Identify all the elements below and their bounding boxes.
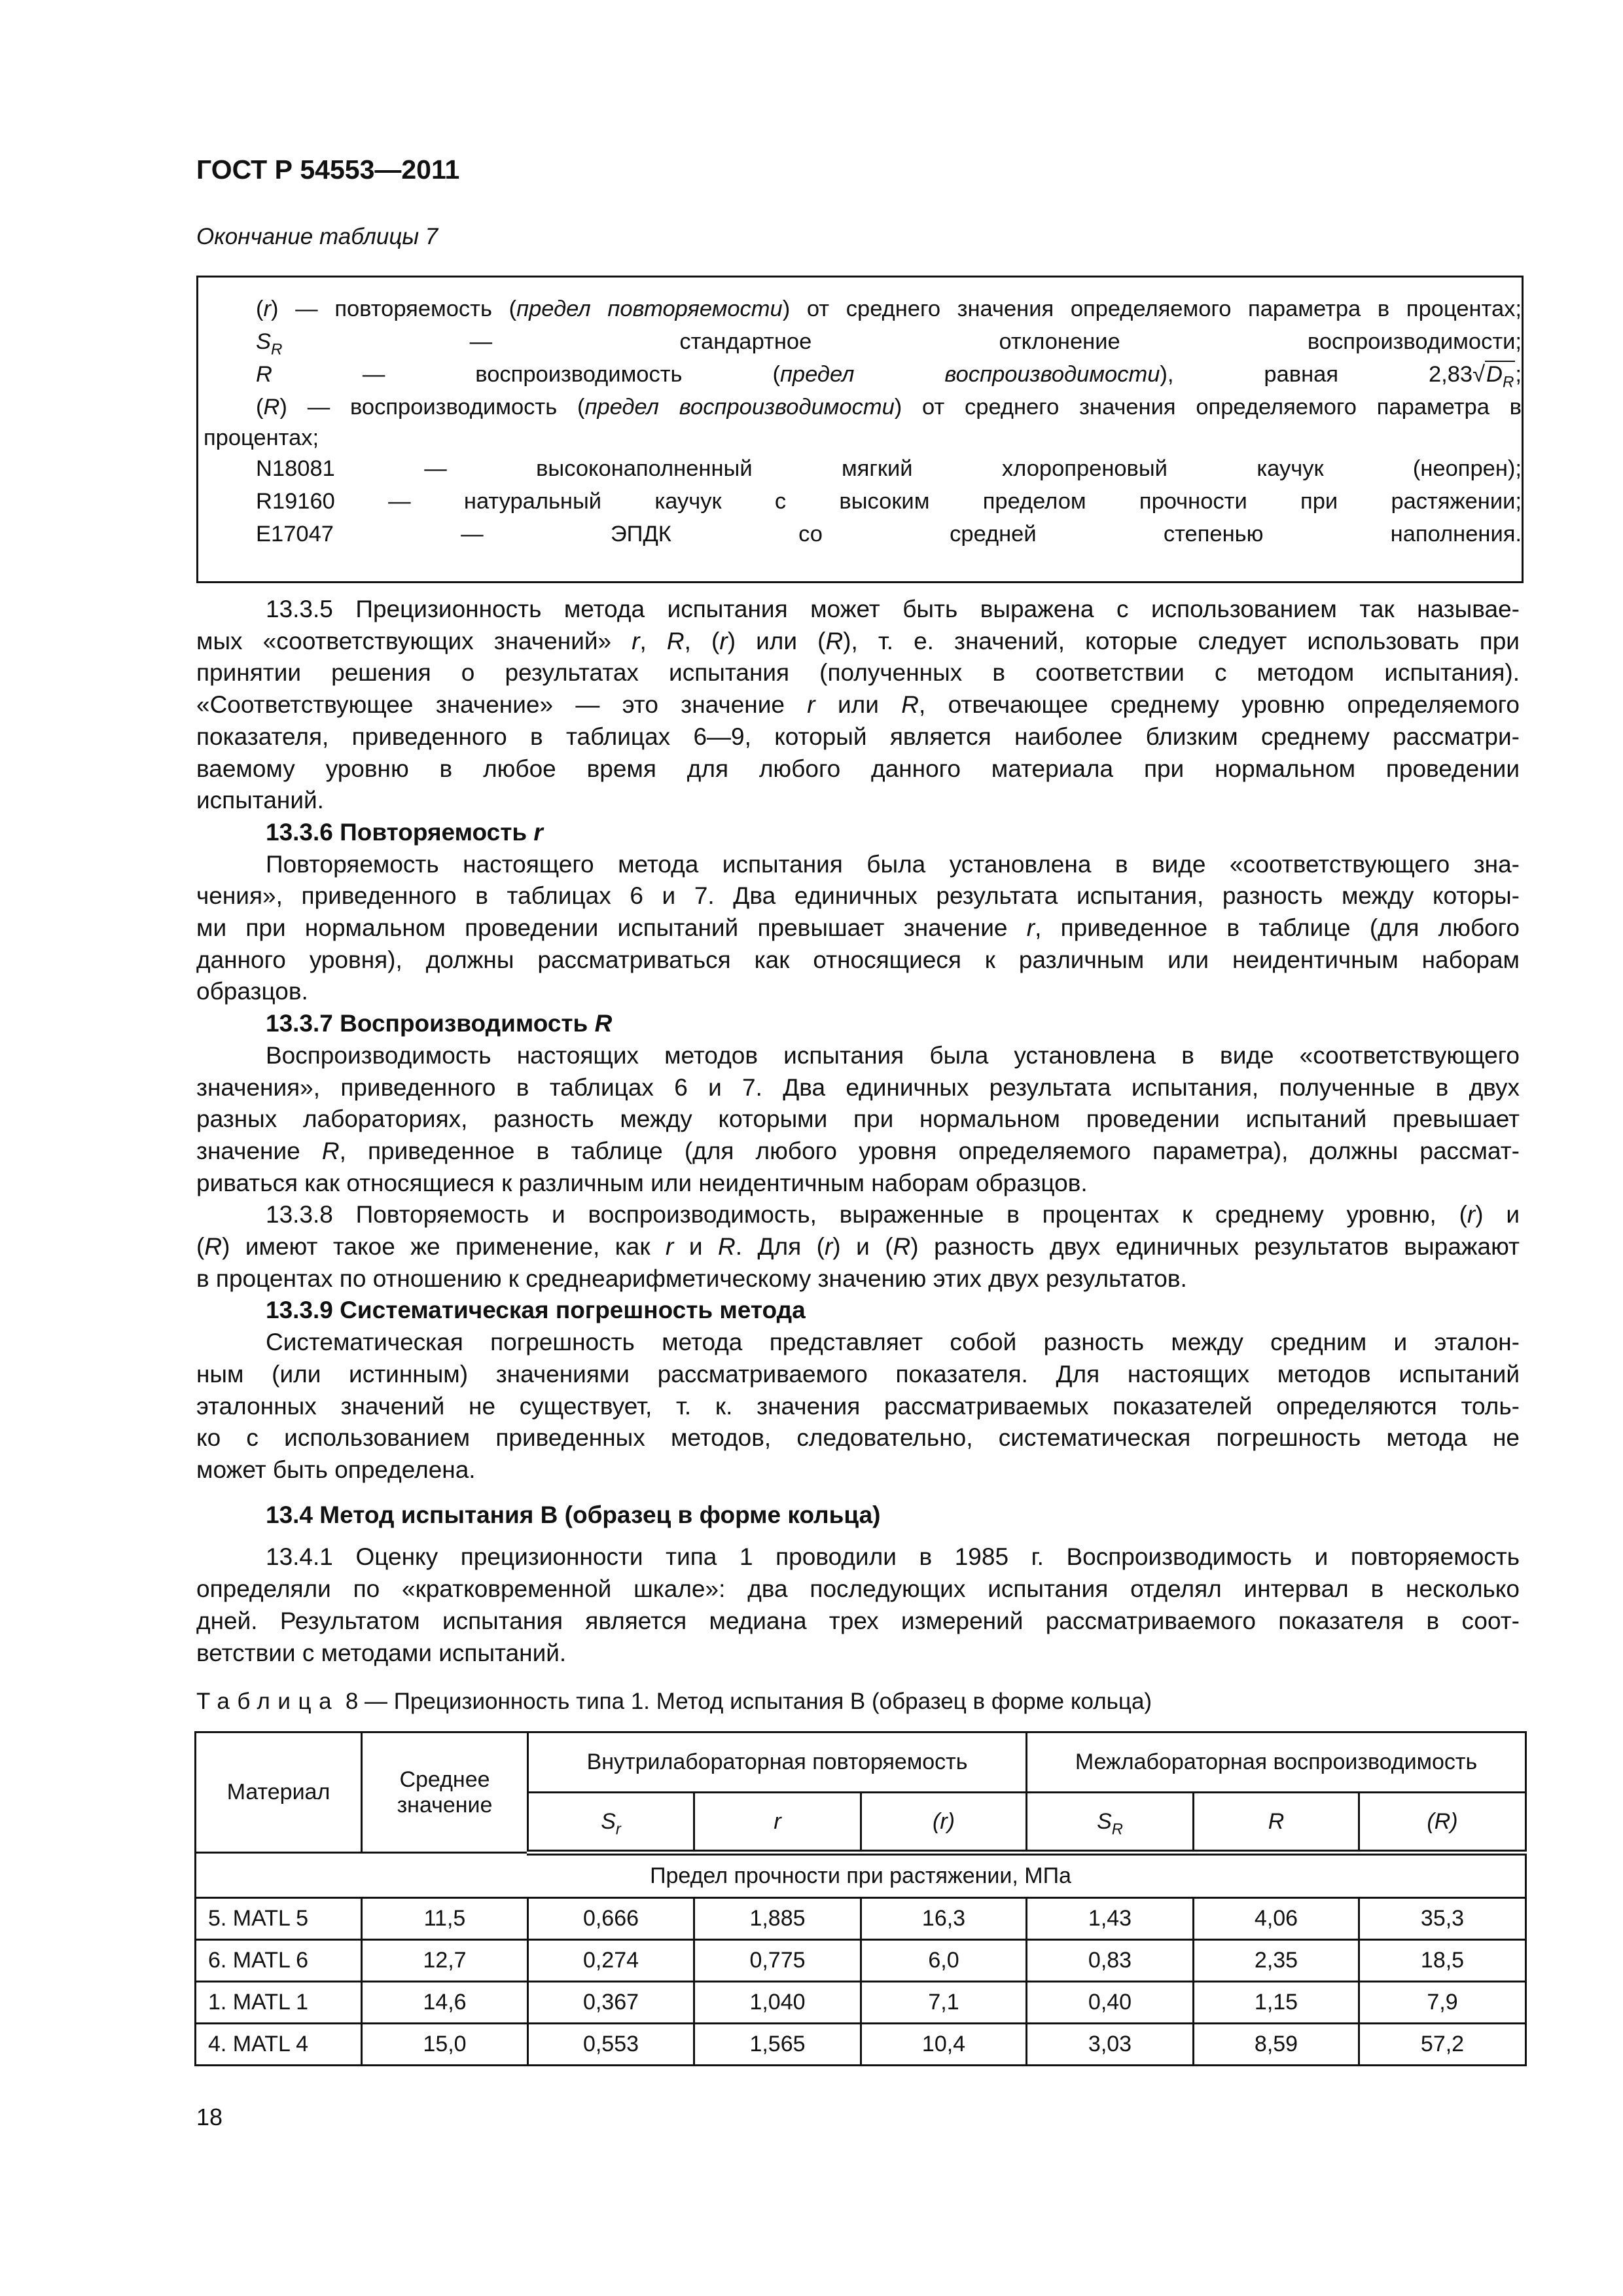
value-cell: 1,885 <box>694 1898 861 1940</box>
value-cell: 0,40 <box>1027 1982 1194 2024</box>
value-cell: 1,15 <box>1194 1982 1359 2024</box>
text-segment: , приведенное в таблице (для любого уровня определяемого параметра), должны рассмат- <box>339 1137 1520 1164</box>
text-segment: , приведенное в таблице (для любого <box>1035 914 1520 942</box>
header-R <box>1194 1793 1359 1853</box>
value-cell: 0,666 <box>528 1898 694 1940</box>
text-line <box>196 1359 1520 1391</box>
text-segment: 13.4.1 Оценку прецизионности типа 1 проводили в 1985 г. Воспроизводимость и повторяемость <box>266 1543 1520 1571</box>
document-header: ГОСТ Р 54553—2011 <box>196 154 460 185</box>
text-line <box>196 1391 1520 1423</box>
sqrt-expression <box>1472 361 1515 391</box>
value-cell: 0,367 <box>528 1982 694 2024</box>
sqrt-radicand: $D_R$ <box>1486 362 1514 391</box>
text-line <box>196 944 1520 977</box>
italic-symbol: предел воспроизводимости <box>584 395 895 420</box>
value-cell: 8,59 <box>1194 2024 1359 2066</box>
text-segment: чения», приведенного в таблицах 6 и 7. Два единичных результата испытания, разность между которы- <box>196 882 1520 910</box>
value-cell: 10,4 <box>861 2024 1027 2066</box>
header-sr-sub: r <box>615 1820 621 1838</box>
value-cell: 6,0 <box>861 1940 1027 1982</box>
text-segment: значения», приведенного в таблицах 6 и 7. Два единичных результата испытания, полученные в двух <box>196 1073 1520 1101</box>
text-segment: определяли по «кратковременной шкале»: два последующих испытания отделял интервал в несколько <box>196 1575 1520 1603</box>
italic-symbol: R <box>263 395 280 420</box>
text-segment: ветствии с методами испытаний. <box>196 1639 567 1666</box>
value-cell: 1,040 <box>694 1982 861 2024</box>
text-line <box>198 518 1522 550</box>
text-segment: ) имеют такое же применение, как <box>222 1233 666 1261</box>
text-segment: данного уровня), должны рассматриваться как относящиеся к различным или неидентичным наборам <box>196 946 1520 973</box>
value-cell: 3,03 <box>1027 2024 1194 2066</box>
text-line <box>196 1422 1520 1454</box>
text-segment: разных лабораториях, разность между которыми при нормальном проведении испытаний превышает <box>196 1105 1520 1133</box>
text-segment: ) — повторяемость ( <box>271 296 517 321</box>
text-segment: ( <box>196 1233 205 1261</box>
text-segment: ваемому уровню в любое время для любого данного материала при нормальном проведении <box>196 755 1520 782</box>
text-segment: риваться как относящиеся к различным или неидентичным наборам образцов. <box>196 1169 1088 1196</box>
text-line <box>196 1263 1520 1295</box>
value-cell: 7,9 <box>1359 1982 1526 2024</box>
header-mean: Среднее значение <box>362 1732 528 1853</box>
text-line <box>196 1103 1520 1136</box>
italic-symbol: r <box>824 1233 833 1261</box>
text-segment: испытаний. <box>196 787 324 814</box>
header-sR-symbol: S <box>1097 1808 1112 1834</box>
text-segment: 13.3.5 Прецизионность метода испытания может быть выражена с использованием так называе- <box>266 596 1520 622</box>
value-cell: 11,5 <box>362 1898 528 1940</box>
text-segment: ) и <box>1475 1201 1520 1229</box>
text-segment: значение <box>196 1137 322 1164</box>
text-line <box>196 785 1520 817</box>
text-line <box>196 1499 1520 1532</box>
italic-symbol: предел воспроизводимости <box>779 362 1160 387</box>
text-line <box>196 1541 1520 1573</box>
text-segment: образцов. <box>196 978 308 1005</box>
text-segment: ), равная 2,83 <box>1160 362 1473 387</box>
text-segment: ) от среднего значения определяемого параметра в <box>894 395 1522 420</box>
text-line <box>196 721 1520 753</box>
text-line <box>196 1040 1520 1072</box>
text-segment: ; <box>1515 362 1522 387</box>
italic-symbol: r <box>263 296 271 321</box>
text-segment: , ( <box>684 627 720 655</box>
material-cell: 4. MATL 4 <box>196 2024 362 2066</box>
text-line <box>196 1136 1520 1168</box>
text-segment: ) и ( <box>832 1233 893 1261</box>
value-cell: 14,6 <box>362 1982 528 2024</box>
value-cell: 15,0 <box>362 2024 528 2066</box>
text-line <box>196 1573 1520 1605</box>
page-number: 18 <box>196 2104 223 2130</box>
header-R-symbol: R <box>1268 1808 1285 1834</box>
table-8-caption <box>196 1689 1152 1715</box>
italic-symbol: предел повторяемости <box>516 296 783 321</box>
value-cell: 1,565 <box>694 2024 861 2066</box>
text-line <box>196 880 1520 912</box>
text-segment: в процентах по отношению к среднеарифметическому значению этих двух результатов. <box>196 1265 1187 1292</box>
text-segment: R19160 — натуральный каучук с высоким пределом прочности при растяжении; <box>256 489 1522 514</box>
text-segment: . Для ( <box>735 1233 825 1261</box>
table-row <box>196 1898 1526 1940</box>
text-line <box>196 753 1520 785</box>
italic-symbol: r <box>807 691 815 719</box>
text-line <box>196 626 1520 658</box>
value-cell: 1,43 <box>1027 1898 1194 1940</box>
header-r <box>694 1793 861 1853</box>
text-line <box>196 657 1520 689</box>
text-segment: 13.3.6 Повторяемость <box>266 818 534 846</box>
text-segment: или <box>815 691 902 719</box>
text-segment: ) или ( <box>727 627 826 655</box>
value-cell: 57,2 <box>1359 2024 1526 2066</box>
text-line <box>196 1072 1520 1104</box>
italic-symbol: R <box>666 627 685 655</box>
text-segment: ко с использованием приведенных методов, следовательно, систематическая погрешность метода не <box>196 1424 1520 1452</box>
header-R-pct-symbol: (R) <box>1427 1808 1458 1834</box>
header-R-pct <box>1359 1793 1526 1853</box>
header-repeatability: Внутрилабораторная повторяемость <box>528 1732 1027 1793</box>
text-line <box>196 849 1520 881</box>
text-segment: процентах; <box>204 425 319 450</box>
table-continuation-label: Окончание таблицы 7 <box>196 224 438 249</box>
text-line <box>196 1327 1520 1359</box>
italic-symbol: r <box>632 627 640 655</box>
text-segment: дней. Результатом испытания является медиана трех измерений рассматриваемого показателя в соот- <box>196 1607 1520 1634</box>
text-segment: — воспроизводимость ( <box>272 362 780 387</box>
table-row <box>196 1982 1526 2024</box>
italic-subscript: R <box>271 340 283 359</box>
text-segment: 13.4 Метод испытания B (образец в форме кольца) <box>266 1501 881 1528</box>
caption-text: 8 — Прецизионность типа 1. Метод испытания B (образец в форме кольца) <box>345 1689 1152 1714</box>
material-cell: 6. MATL 6 <box>196 1940 362 1982</box>
text-line <box>196 912 1520 944</box>
text-line <box>196 1454 1520 1486</box>
text-segment: N18081 — высоконаполненный мягкий хлоропреновый каучук (неопрен); <box>256 456 1522 481</box>
text-segment: ) разность двух единичных результатов выражают <box>910 1233 1520 1261</box>
text-line <box>196 1638 1520 1670</box>
sqrt-icon: √ <box>1472 362 1486 387</box>
text-line <box>196 1008 1520 1040</box>
text-segment: «Соответствующее значение» — это значение <box>196 691 808 719</box>
value-cell: 0,775 <box>694 1940 861 1982</box>
text-segment: Повторяемость настоящего метода испытания была установлена в виде «соответствующего зна- <box>266 850 1520 878</box>
text-line <box>196 1605 1520 1638</box>
italic-symbol: S <box>256 329 272 354</box>
italic-symbol: R <box>256 362 272 387</box>
text-segment: E17047 — ЭПДК со средней степенью наполнения. <box>256 522 1522 547</box>
value-cell: 0,274 <box>528 1940 694 1982</box>
italic-symbol: R <box>825 627 844 655</box>
table-8 <box>194 1731 1527 2066</box>
text-segment: ) — воспроизводимость ( <box>279 395 585 420</box>
value-cell: 2,35 <box>1194 1940 1359 1982</box>
text-segment: ( <box>256 296 264 321</box>
italic-symbol: r <box>1467 1201 1476 1229</box>
text-line <box>196 817 1520 849</box>
text-line <box>198 325 1522 358</box>
header-sR <box>1027 1793 1194 1853</box>
body-text <box>196 594 1520 1669</box>
section-row: Предел прочности при растяжении, МПа <box>196 1853 1526 1898</box>
text-segment: эталонных значений не существует, т. к. значения рассматриваемых показателей определяются толь- <box>196 1392 1520 1420</box>
text-line <box>196 1231 1520 1263</box>
text-line <box>198 391 1522 423</box>
text-segment: , <box>639 627 667 655</box>
header-r-pct <box>861 1793 1027 1853</box>
value-cell: 18,5 <box>1359 1940 1526 1982</box>
header-r-symbol: r <box>774 1808 781 1834</box>
italic-symbol: R <box>594 1010 613 1037</box>
text-segment: мых «соответствующих значений» <box>196 627 632 655</box>
value-cell: 0,553 <box>528 2024 694 2066</box>
header-reproducibility: Межлабораторная воспроизводимость <box>1027 1732 1526 1793</box>
text-line <box>196 1199 1520 1231</box>
text-segment: , отвечающее среднему уровню определяемого <box>918 691 1520 719</box>
italic-symbol: R <box>717 1233 736 1261</box>
value-cell: 4,06 <box>1194 1898 1359 1940</box>
text-line <box>198 358 1522 391</box>
header-material: Материал <box>196 1732 362 1853</box>
text-line <box>196 1295 1520 1327</box>
italic-symbol: r <box>533 818 543 846</box>
text-segment: Воспроизводимость настоящих методов испытания была установлена в виде «соответствующего <box>266 1041 1520 1069</box>
text-line <box>196 976 1520 1008</box>
text-segment: показателя, приведенного в таблицах 6—9, который является наиболее близким среднему рассматри- <box>196 723 1520 750</box>
subscript <box>271 340 282 358</box>
italic-symbol: r <box>666 1233 674 1261</box>
text-segment: 13.3.7 Воспроизводимость <box>266 1010 595 1037</box>
italic-symbol: R <box>893 1233 911 1261</box>
text-segment: ми при нормальном проведении испытаний превышает значение <box>196 914 1027 942</box>
text-segment: ным (или истинным) значениями рассматриваемого показателя. Для настоящих методов испытаний <box>196 1360 1520 1388</box>
text-line <box>196 1168 1520 1200</box>
table-row <box>196 1940 1526 1982</box>
text-segment: ) от среднего значения определяемого параметра в процентах; <box>782 296 1522 321</box>
caption-label: Таблица <box>196 1689 340 1714</box>
italic-symbol: r <box>719 627 728 655</box>
text-segment: 13.3.9 Систематическая погрешность метода <box>266 1297 806 1324</box>
text-line <box>198 423 1522 452</box>
header-r-pct-symbol: (r) <box>933 1808 955 1834</box>
material-cell: 5. MATL 5 <box>196 1898 362 1940</box>
italic-symbol: R <box>321 1137 340 1164</box>
text-segment: ), т. е. значений, которые следует использовать при <box>843 627 1520 655</box>
material-cell: 1. MATL 1 <box>196 1982 362 2024</box>
text-line <box>196 594 1520 626</box>
text-segment: принятии решения о результатах испытания (полученных в соответствии с методом испытания). <box>196 659 1520 687</box>
value-cell: 7,1 <box>861 1982 1027 2024</box>
header-sR-sub: R <box>1111 1820 1123 1838</box>
italic-symbol: R <box>204 1233 223 1261</box>
table-7-notes-box <box>196 276 1524 583</box>
value-cell: 12,7 <box>362 1940 528 1982</box>
table-row <box>196 2024 1526 2066</box>
text-segment: Систематическая погрешность метода представляет собой разность между средним и эталон- <box>266 1329 1520 1356</box>
text-segment: и <box>673 1233 718 1261</box>
header-sr-symbol: S <box>601 1808 616 1834</box>
text-segment: ( <box>256 395 264 420</box>
header-sr <box>528 1793 694 1853</box>
subscript: R <box>1502 373 1514 391</box>
text-segment: — стандартное отклонение воспроизводимости; <box>282 329 1522 354</box>
text-segment: 13.3.8 Повторяемость и воспроизводимость, выраженные в процентах к среднему уровню, ( <box>266 1201 1467 1229</box>
text-line <box>198 452 1522 485</box>
text-line <box>198 485 1522 518</box>
value-cell: 0,83 <box>1027 1940 1194 1982</box>
value-cell: 16,3 <box>861 1898 1027 1940</box>
italic-symbol: r <box>1026 914 1035 942</box>
text-segment: может быть определена. <box>196 1456 476 1483</box>
value-cell: 35,3 <box>1359 1898 1526 1940</box>
table-body <box>196 1898 1526 2066</box>
text-line <box>196 689 1520 721</box>
italic-symbol: R <box>901 691 919 719</box>
text-line <box>198 293 1522 325</box>
